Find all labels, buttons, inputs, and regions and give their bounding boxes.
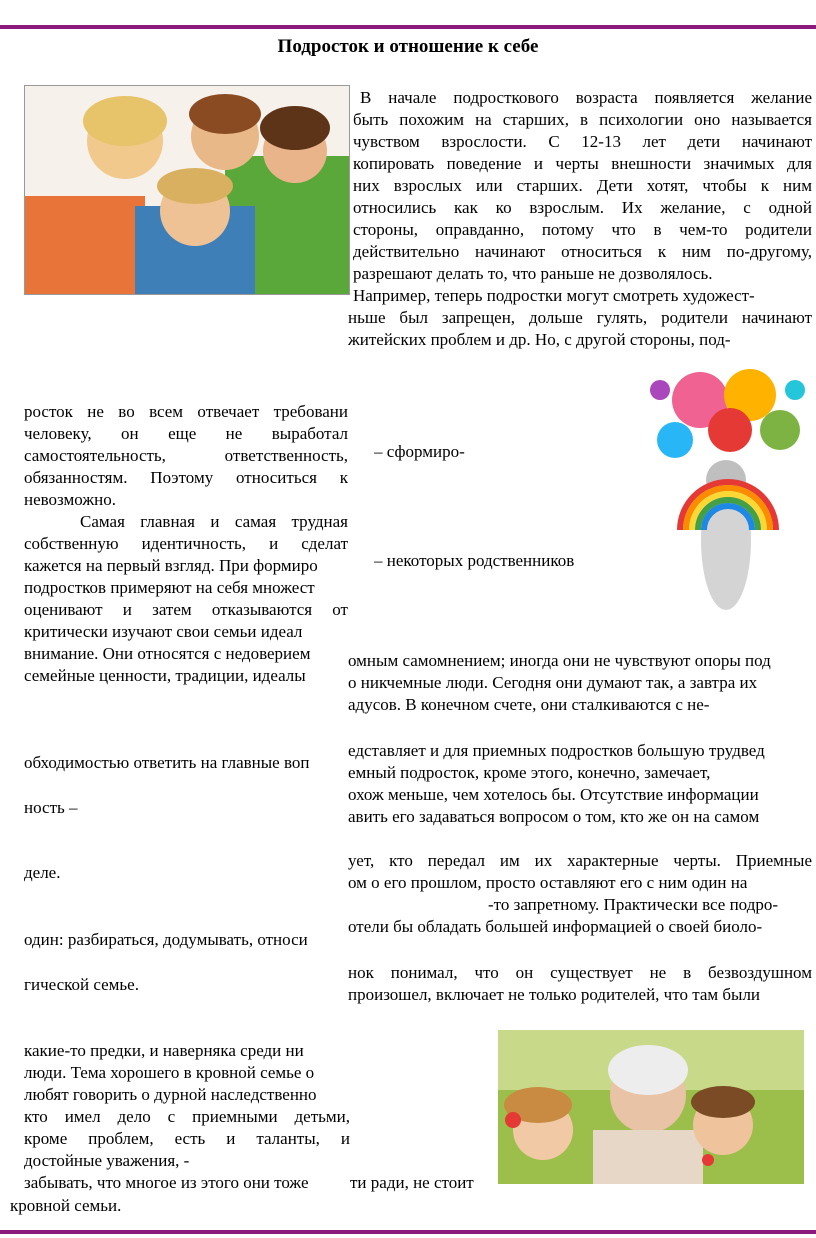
- top-rule: [0, 25, 816, 29]
- text-line: копировать поведение и черты внешности значимых для: [353, 154, 812, 173]
- text-line: омным самомнением; иногда они не чувствуют опоры под: [348, 651, 771, 670]
- text-line: охож меньше, чем хотелось бы. Отсутствие информации: [348, 785, 759, 804]
- text-line: достойные уважения, -: [24, 1151, 190, 1170]
- text-line: обходимостью ответить на главные воп: [24, 753, 310, 772]
- text-line: кроме проблем, есть и таланты, и: [24, 1129, 350, 1148]
- text-line: быть похожим на старших, в психологии оно называется: [353, 110, 812, 129]
- text-line: ность –: [24, 798, 78, 817]
- text-line: внимание. Они относятся с недоверием: [24, 644, 311, 663]
- text-line: люди. Тема хорошего в кровной семье о: [24, 1063, 315, 1082]
- text-line: житейских проблем и др. Но, с другой стороны, под-: [348, 330, 731, 349]
- text-line: стороны, оправданно, потому что в чем-то родители: [353, 220, 812, 239]
- text-line: невозможно.: [24, 490, 116, 509]
- text-line: росток не во всем отвечает требовани: [24, 402, 348, 421]
- text-line: о никчемные люди. Сегодня они думают так, а завтра их: [348, 673, 758, 692]
- page-title: Подросток и отношение к себе: [277, 36, 539, 57]
- text-line: ти ради, не стоит: [350, 1173, 474, 1192]
- text-line: емный подросток, кроме этого, конечно, замечает,: [348, 763, 711, 782]
- text-line: человеку, он еще не выработал: [24, 424, 348, 443]
- text-line: – сформиро-: [374, 442, 465, 461]
- text-line: них взрослых или старших. Дети хотят, чтобы к ним: [353, 176, 812, 195]
- rainbow-illustration: [640, 360, 812, 612]
- text-line: авить его задаваться вопросом о том, кто же он на самом: [348, 807, 760, 826]
- text-line: оценивают и затем отказываются от: [24, 600, 348, 619]
- text-line: критически изучают свои семьи идеал: [24, 622, 303, 641]
- text-line: семейные ценности, традиции, идеалы: [24, 666, 306, 685]
- family-photo: [498, 1030, 804, 1184]
- text-line: ует, кто передал им их характерные черты. Приемные: [348, 851, 812, 870]
- text-line: любят говорить о дурной наследственно: [24, 1085, 317, 1104]
- text-line: едставляет и для приемных подростков большую трудвед: [348, 741, 765, 760]
- text-line: -то запретному. Практически все подро-: [488, 895, 779, 914]
- text-line: В начале подросткового возраста появляется желание: [360, 88, 812, 107]
- text-line: кто имел дело с приемными детьми,: [24, 1107, 350, 1126]
- text-line: кровной семьи.: [10, 1196, 122, 1215]
- text-line: подростков примеряют на себя множест: [24, 578, 315, 597]
- text-line: Например, теперь подростки могут смотреть художест-: [353, 286, 755, 305]
- text-line: относились как ко взрослым. Их желание, с одной: [353, 198, 812, 217]
- text-line: нок понимал, что он существует не в безвоздушном: [348, 963, 812, 982]
- text-line: произошел, включает не только родителей, что там были: [348, 985, 761, 1004]
- text-line: какие-то предки, и наверняка среди ни: [24, 1041, 304, 1060]
- text-line: адусов. В конечном счете, они сталкиваются с не-: [348, 695, 710, 714]
- text-line: обязанностям. Поэтому относиться к: [24, 468, 348, 487]
- text-line: разрешают делать то, что раньше не дозволялось.: [353, 264, 713, 283]
- text-line: ньше был запрещен, дольше гулять, родители начинают: [348, 308, 812, 327]
- text-line: один: разбираться, додумывать, относи: [24, 930, 308, 949]
- text-line: чувством взрослости. С 12-13 лет дети начинают: [353, 132, 812, 151]
- kids-photo: [24, 85, 350, 295]
- text-line: самостоятельность, ответственность,: [24, 446, 348, 465]
- text-line: действительно начинают относиться к ним по-другому,: [353, 242, 812, 261]
- text-line: деле.: [24, 863, 61, 882]
- text-line: отели бы обладать большей информацией о своей биоло-: [348, 917, 763, 936]
- text-line: собственную идентичность, и сделат: [24, 534, 348, 553]
- text-line: Самая главная и самая трудная: [80, 512, 348, 531]
- bottom-rule: [0, 1230, 816, 1234]
- text-line: кажется на первый взгляд. При формиро: [24, 556, 318, 575]
- text-line: забывать, что многое из этого они тоже: [24, 1173, 309, 1192]
- text-line: – некоторых родственников: [374, 551, 575, 570]
- text-line: гической семье.: [24, 975, 139, 994]
- text-line: ом о его прошлом, просто оставляют его с ним один на: [348, 873, 748, 892]
